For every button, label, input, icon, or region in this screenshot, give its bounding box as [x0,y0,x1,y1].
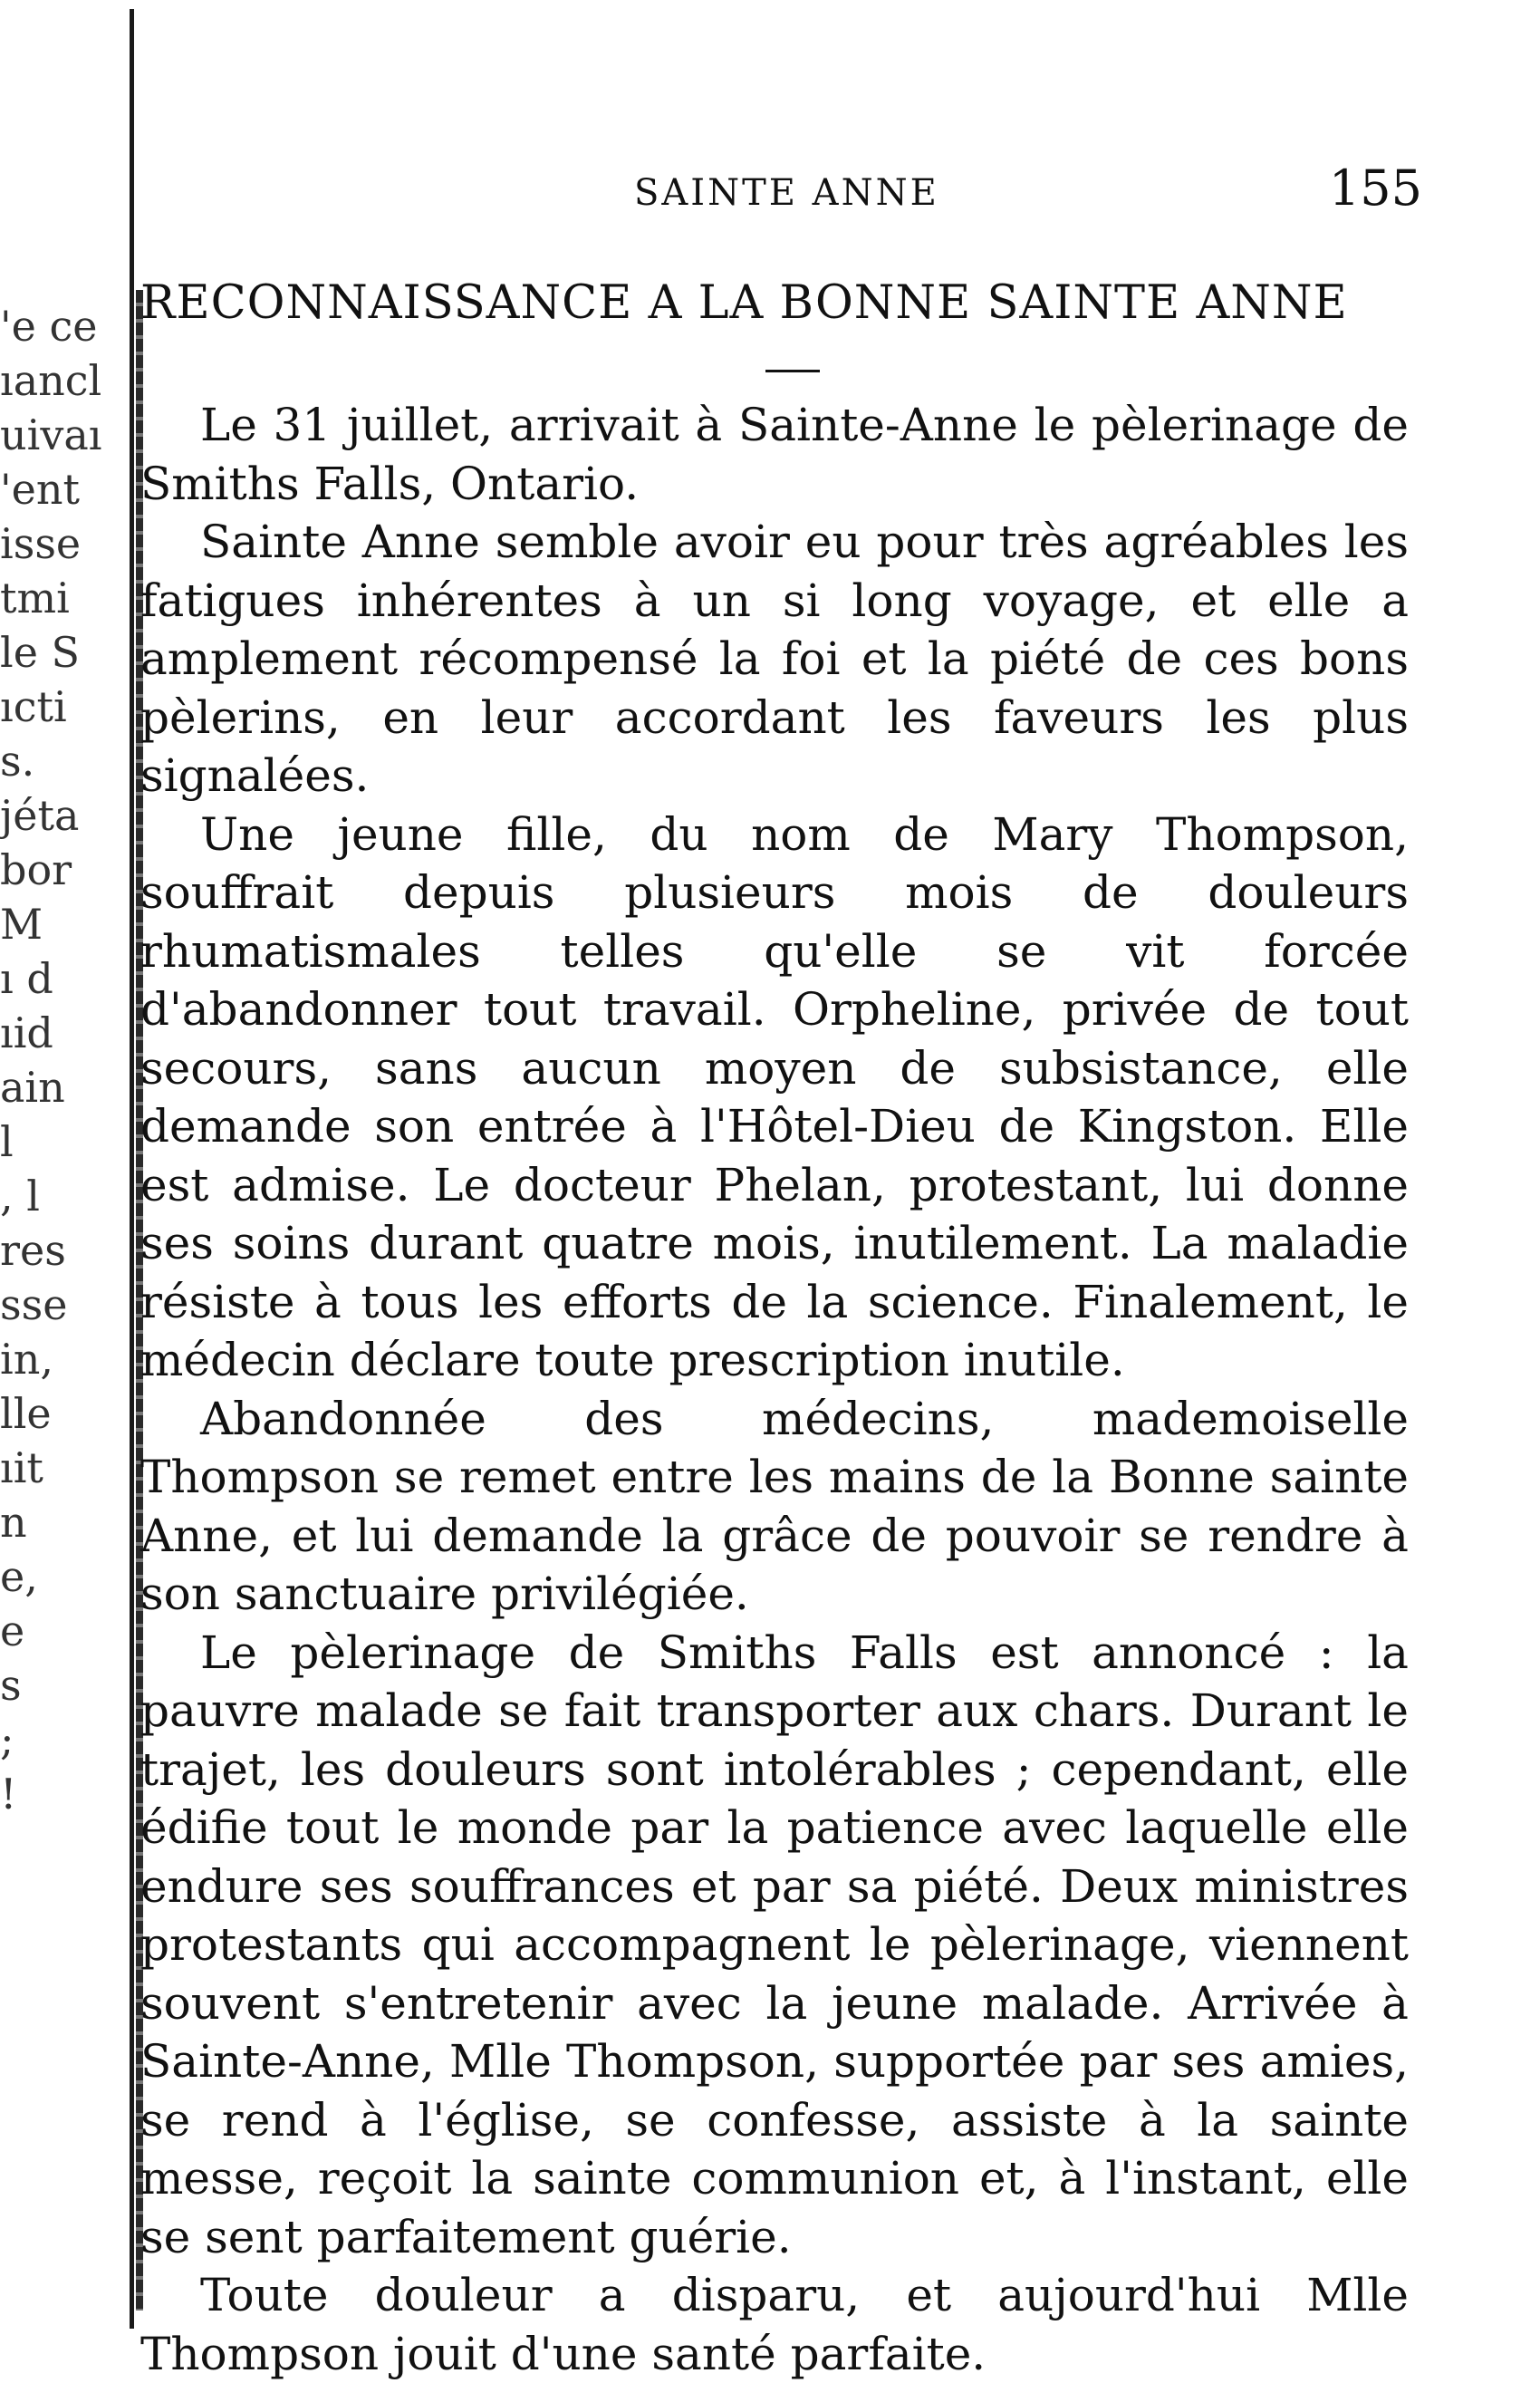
binding-edge [130,9,134,2329]
bleed-fragment: ı d [0,954,53,1003]
bleed-fragment: sse [0,1280,68,1329]
bleed-fragment: s [0,1661,22,1710]
bleed-fragment: ıancl [0,356,102,405]
page-number: 155 [1328,159,1422,217]
bleed-fragment: res [0,1226,66,1275]
paragraph: Sainte Anne semble avoir eu pour très agréables les fatigues inhérentes à un si long voyage, et elle a amplement récompensé la foi et la piété de ces bons pèlerins, en leur accordant les faveurs les plus signalées. [140,516,1409,802]
running-head: SAINTE ANNE [634,172,939,214]
bleed-fragment: n [0,1498,27,1547]
bleed-fragment: jéta [0,791,80,840]
bleed-fragment: 'e ce [0,302,98,351]
bleed-fragment: l [0,1117,14,1166]
title-rule [765,370,820,372]
bleed-fragment: ıit [0,1443,43,1492]
bleed-fragment: uivaı [0,410,102,459]
bleed-fragment: bor [0,845,72,894]
article-title: RECONNAISSANCE A LA BONNE SAINTE ANNE [140,276,1348,330]
bleed-fragment: e [0,1606,25,1655]
bleed-fragment: , l [0,1172,40,1220]
bleed-fragment: lle [0,1389,52,1438]
bleed-fragment: ain [0,1063,65,1112]
paragraph: Le 31 juillet, arrivait à Sainte-Anne le pèlerinage de Smiths Falls, Ontario. [140,399,1409,510]
bleed-fragment: s. [0,737,35,786]
paragraph: Une jeune fille, du nom de Mary Thompson, souffrait depuis plusieurs mois de douleurs rhumatismales telles qu'elle se vit forcée d'abandonner tout travail. Orpheline, privée de tout secours, sans aucun moyen de subsistance, elle demande son entrée à l'Hôtel-Dieu de Kingston. Elle est admise. Le docteur Phelan, protestant, lui donne ses soins durant quatre mois, inutilement. La maladie résiste à tous les efforts de la science. Finalement, le médecin déclare toute prescription inutile. [140,807,1409,1386]
bleed-fragment: ; [0,1715,14,1764]
bleed-fragment: le S [0,628,81,677]
article-body [140,396,1409,2383]
bleed-fragment: ! [0,1770,17,1819]
bleed-fragment: ıid [0,1008,53,1057]
bleed-fragment: in, [0,1335,53,1384]
bleed-fragment: isse [0,519,82,568]
bleed-through-fragments [0,299,127,1821]
bleed-fragment: ıcti [0,682,67,731]
bleed-fragment: tmi [0,574,70,622]
bleed-fragment: e, [0,1552,38,1601]
bleed-fragment: 'ent [0,465,80,514]
paragraph: Le pèlerinage de Smiths Falls est annoncé : la pauvre malade se fait transporter aux chars. Durant le trajet, les douleurs sont intolérables ; cependant, elle édifie tout le monde par la patience avec laquelle elle endure ses souffrances et par sa piété. Deux ministres protestants qui accompagnent le pèlerinage, viennent souvent s'entretenir avec la jeune malade. Arrivée à Sainte-Anne, Mlle Thompson, supportée par ses amies, se rend à l'église, se confesse, assiste à la sainte messe, reçoit la sainte communion et, à l'instant, elle se sent parfaitement guérie. [140,1626,1409,2263]
paragraph: Abandonnée des médecins, mademoiselle Thompson se remet entre les mains de la Bonne sainte Anne, et lui demande la grâce de pouvoir se rendre à son sanctuaire privilégiée. [140,1392,1409,1620]
bleed-fragment: M [0,900,43,949]
paragraph: Toute douleur a disparu, et aujourd'hui Mlle Thompson jouit d'une santé parfaite. [140,2269,1409,2380]
